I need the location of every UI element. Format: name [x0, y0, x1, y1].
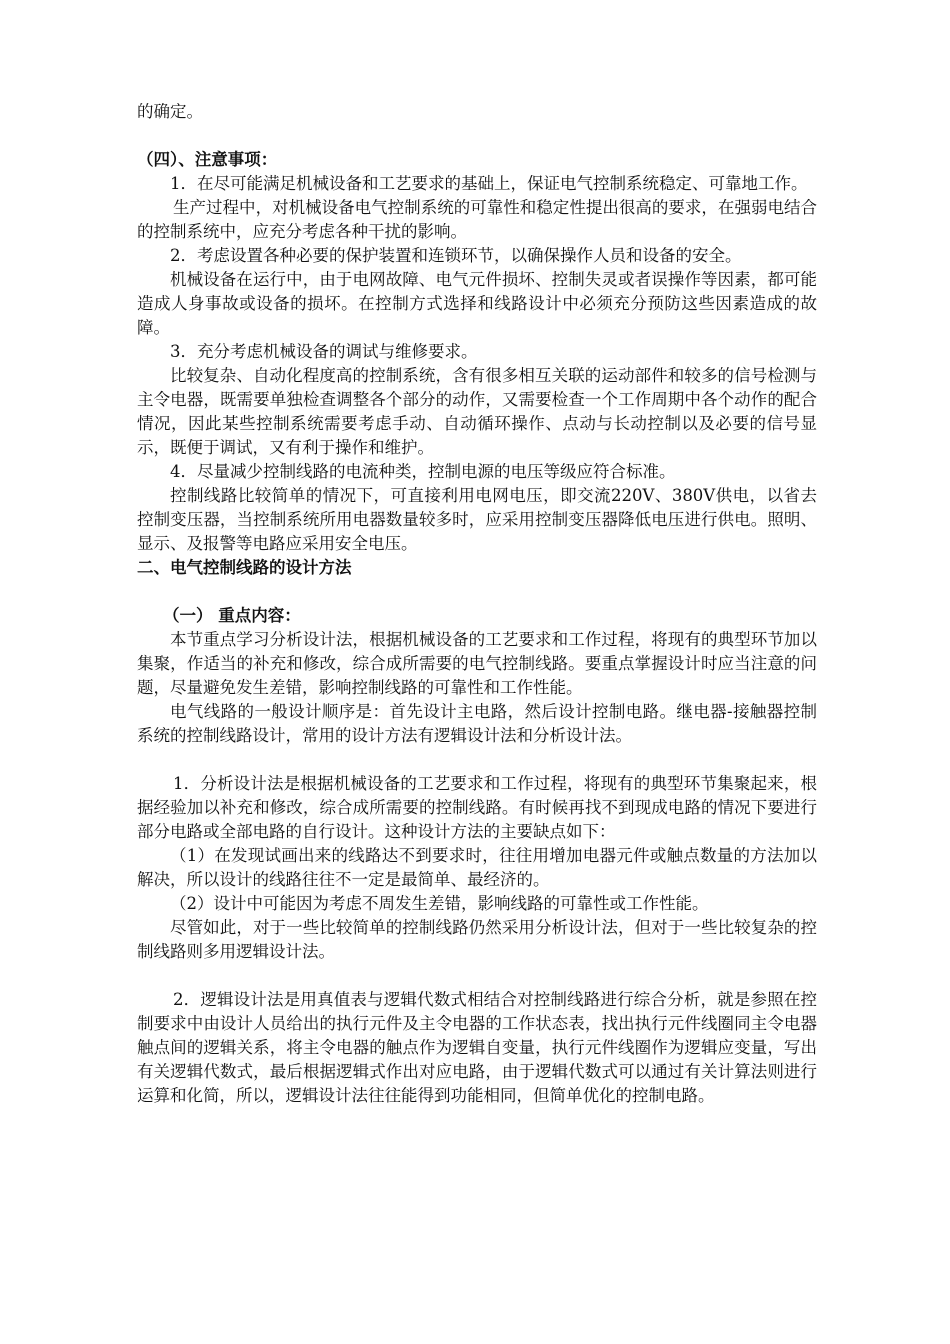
note-item-1-detail: 生产过程中，对机械设备电气控制系统的可靠性和稳定性提出很高的要求，在强弱电结合的控制系统中，应充分考虑各种干扰的影响。: [137, 198, 817, 241]
note-item-3: 3．充分考虑机械设备的调试与维修要求。: [170, 342, 478, 361]
section-heading-notes: （四）、注意事项：: [137, 150, 278, 169]
drawback-item-1: （1）在发现试画出来的线路达不到要求时，往往用增加电器元件或触点数量的方法加以解决，所以设计的线路往往不一定是最简单、最经济的。: [137, 846, 817, 889]
section-heading-key-content: （一） 重点内容：: [163, 606, 301, 625]
note-item-4: 4．尽量减少控制线路的电流种类，控制电源的电压等级应符合标准。: [170, 462, 676, 481]
paragraph-fragment: 的确定。: [137, 102, 203, 121]
note-item-4-detail: 控制线路比较简单的情况下，可直接利用电网电压，即交流220V、380V供电，以省去控制变压器，当控制系统所用电器数量较多时，应采用控制变压器降低电压进行供电。照明、显示、及报警等电路应采用安全电压。: [137, 486, 817, 553]
note-item-2-detail: 机械设备在运行中，由于电网故障、电气元件损坏、控制失灵或者误操作等因素，都可能造成人身事故或设备的损坏。在控制方式选择和线路设计中必须充分预防这些因素造成的故障。: [137, 270, 817, 337]
note-item-3-detail: 比较复杂、自动化程度高的控制系统，含有很多相互关联的运动部件和较多的信号检测与主令电器，既需要单独检查调整各个部分的动作，又需要检查一个工作周期中各个动作的配合情况，因此某些控制系统需要考虑手动、自动循环操作、点动与长动控制以及必要的信号显示，既便于调试，又有利于操作和维护。: [137, 366, 817, 457]
blank-line: [137, 964, 817, 988]
note-item-1: 1．在尽可能满足机械设备和工艺要求的基础上，保证电气控制系统稳定、可靠地工作。: [170, 174, 808, 193]
drawback-item-2: （2）设计中可能因为考虑不周发生差错，影响线路的可靠性或工作性能。: [170, 894, 709, 913]
chapter-heading-design-methods: 二、电气控制线路的设计方法: [137, 558, 352, 577]
blank-line: [137, 124, 817, 148]
key-content-paragraph: 本节重点学习分析设计法，根据机械设备的工艺要求和工作过程，将现有的典型环节加以集聚，作适当的补充和修改，综合成所需要的电气控制线路。要重点掌握设计时应当注意的问题，尽量避免发生差错，影响控制线路的可靠性和工作性能。: [137, 630, 817, 697]
document-page: [137, 0, 817, 1108]
analysis-method-paragraph: 1．分析设计法是根据机械设备的工艺要求和工作过程，将现有的典型环节集聚起来，根据经验加以补充和修改，综合成所需要的控制线路。有时候再找不到现成电路的情况下要进行部分电路或全部电路的自行设计。这种设计方法的主要缺点如下：: [137, 774, 817, 841]
blank-line: [137, 748, 817, 772]
logic-method-paragraph: 2．逻辑设计法是用真值表与逻辑代数式相结合对控制线路进行综合分析，就是参照在控制要求中由设计人员给出的执行元件及主令电器的工作状态表，找出执行元件线圈同主令电器触点间的逻辑关系，将主令电器的触点作为逻辑自变量，执行元件线圈作为逻辑应变量，写出有关逻辑代数式，最后根据逻辑式作出对应电路，由于逻辑代数式可以通过有关计算法则进行运算和化简，所以，逻辑设计法往往能得到功能相同，但简单优化的控制电路。: [137, 990, 817, 1105]
analysis-method-conclusion: 尽管如此，对于一些比较简单的控制线路仍然采用分析设计法，但对于一些比较复杂的控制线路则多用逻辑设计法。: [137, 918, 817, 961]
blank-line: [137, 580, 817, 604]
design-sequence-paragraph: 电气线路的一般设计顺序是：首先设计主电路，然后设计控制电路。继电器-接触器控制系统的控制线路设计，常用的设计方法有逻辑设计法和分析设计法。: [137, 702, 817, 745]
note-item-2: 2．考虑设置各种必要的保护装置和连锁环节，以确保操作人员和设备的安全。: [170, 246, 742, 265]
